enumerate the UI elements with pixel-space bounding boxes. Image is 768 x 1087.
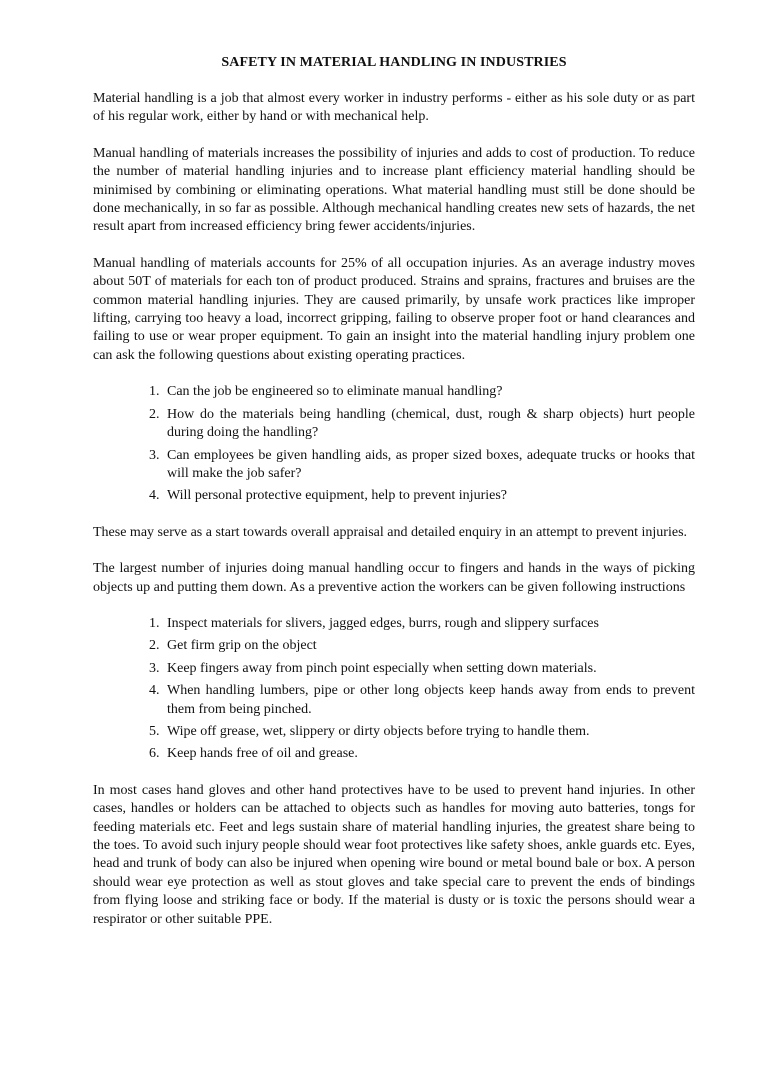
list-item: 2. How do the materials being handling (chemical, dust, rough & sharp objects) hurt people during doing the handling?: [163, 406, 695, 443]
paragraph-intro: Material handling is a job that almost every worker in industry performs - either as his sole duty or as part of his regular work, either by hand or with mechanical help.: [93, 91, 695, 125]
list-item: 3. Keep fingers away from pinch point especially when setting down materials.: [163, 660, 695, 678]
list-item: 4. When handling lumbers, pipe or other long objects keep hands away from ends to prevent them from being pinched.: [163, 682, 695, 719]
paragraph-manual-handling: Manual handling of materials increases the possibility of injuries and adds to cost of production. To reduce the number of material handling injuries and to increase plant efficiency material handling should be minimised by combining or eliminating operations. What material handling must still be done should be done mechanically, in so far as possible. Although mechanical handling creates new sets of hazards, the net result apart from increased efficiency bring fewer accidents/injuries.: [93, 145, 695, 235]
list-item: 5. Wipe off grease, wet, slippery or dirty objects before trying to handle them.: [163, 723, 695, 741]
list-item: 4. Will personal protective equipment, help to prevent injuries?: [163, 487, 695, 505]
list-item: 1. Can the job be engineered so to eliminate manual handling?: [163, 383, 695, 401]
list-item: 6. Keep hands free of oil and grease.: [163, 745, 695, 763]
paragraph-fingers-hands: The largest number of injuries doing manual handling occur to fingers and hands in the ways of picking objects up and putting them down. As a preventive action the workers can be given following instructions: [93, 561, 695, 595]
paragraph-statistics: Manual handling of materials accounts for 25% of all occupation injuries. As an average industry moves about 50T of materials for each ton of product produced. Strains and sprains, fractures and bruises are the common material handling injuries. They are caused primarily, by unsafe work practices like improper lifting, carrying too heavy a load, incorrect gripping, failing to observe proper foot or hand clearances and failing to use or wear proper equipment. To gain an insight into the material handling injury problem one can ask the following questions about existing operating practices.: [93, 255, 695, 363]
paragraph-appraisal: These may serve as a start towards overall appraisal and detailed enquiry in an attempt to prevent injuries.: [93, 524, 688, 540]
list-item: 1. Inspect materials for slivers, jagged edges, burrs, rough and slippery surfaces: [163, 615, 695, 633]
list-item: 2. Get firm grip on the object: [163, 637, 695, 655]
list-item: 3. Can employees be given handling aids, as proper sized boxes, adequate trucks or hooks that will make the job safer?: [163, 447, 695, 484]
instructions-list: [93, 615, 695, 764]
paragraph-ppe: In most cases hand gloves and other hand protectives have to be used to prevent hand injuries. In other cases, handles or holders can be attached to objects such as handles for moving auto batteries, tongs for feeding materials etc. Feet and legs sustain share of material handling injuries, the greatest share being to the toes. To avoid such injury people should wear foot protectives like safety shoes, ankle guards etc. Eyes, head and trunk of body can also be injured when opening wire bound or metal bound bale or box. A person should wear eye protection as well as stout gloves and take special care to prevent the ends of bindings from flying loose and striking face or body. If the material is dusty or is toxic the persons should wear a respirator or other suitable PPE.: [93, 782, 695, 927]
questions-list: [93, 383, 695, 505]
document-title: SAFETY IN MATERIAL HANDLING IN INDUSTRIES: [221, 55, 567, 70]
